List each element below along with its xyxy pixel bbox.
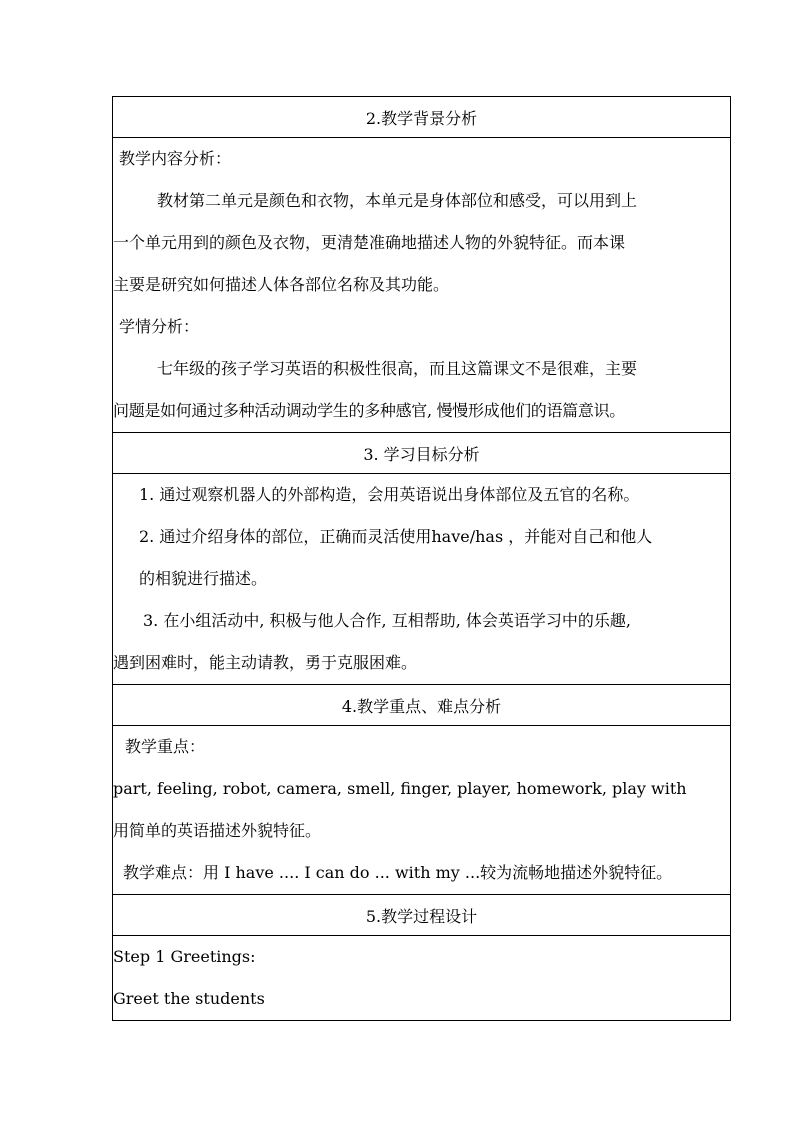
- learner-analysis-line-2: 问题是如何通过多种活动调动学生的多种感官, 慢慢形成他们的语篇意识。: [113, 401, 625, 420]
- objective-line-3: 的相貌进行描述。: [139, 569, 268, 588]
- content-analysis-line-1: 教材第二单元是颜色和衣物，本单元是身体部位和感受，可以用到上: [157, 191, 638, 210]
- learner-analysis-label: 学情分析：: [119, 317, 200, 336]
- difficulty-line: 教学难点：用 I have .... I can do ... with my ...较为流畅地描述外貌特征。: [123, 863, 673, 882]
- key-points-label: 教学重点：: [125, 737, 206, 756]
- process-step-1: Step 1 Greetings:: [113, 947, 256, 966]
- process-cell: [113, 936, 731, 1021]
- section-title-process: 5.教学过程设计: [113, 895, 731, 936]
- objectives-cell: [113, 474, 731, 685]
- key-vocabulary-line: part, feeling, robot, camera, smell, finger, player, homework, play with: [113, 779, 687, 798]
- section-title-key-points: 4.教学重点、难点分析: [113, 685, 731, 726]
- learner-analysis-line-1: 七年级的孩子学习英语的积极性很高，而且这篇课文不是很难，主要: [157, 359, 638, 378]
- key-points-cell: [113, 726, 731, 895]
- key-describe-line: 用简单的英语描述外貌特征。: [113, 821, 322, 840]
- background-analysis-cell: [113, 138, 731, 433]
- objective-line-1: 1. 通过观察机器人的外部构造，会用英语说出身体部位及五官的名称。: [139, 485, 640, 504]
- content-analysis-line-3: 主要是研究如何描述人体各部位名称及其功能。: [113, 275, 450, 294]
- process-step-1-detail: Greet the students: [113, 989, 265, 1008]
- section-title-objectives: 3. 学习目标分析: [113, 433, 731, 474]
- section-title-background: 2.教学背景分析: [113, 97, 731, 138]
- content-analysis-line-2: 一个单元用到的颜色及衣物，更清楚准确地描述人物的外貌特征。而本课: [113, 233, 626, 252]
- objective-line-5: 遇到困难时，能主动请教，勇于克服困难。: [113, 653, 418, 672]
- content-analysis-label: 教学内容分析：: [119, 149, 232, 168]
- lesson-plan-table: [112, 96, 731, 1021]
- objective-line-2: 2. 通过介绍身体的部位，正确而灵活使用have/has ，并能对自己和他人: [139, 527, 653, 546]
- objective-line-4: 3. 在小组活动中, 积极与他人合作, 互相帮助, 体会英语学习中的乐趣,: [143, 611, 631, 630]
